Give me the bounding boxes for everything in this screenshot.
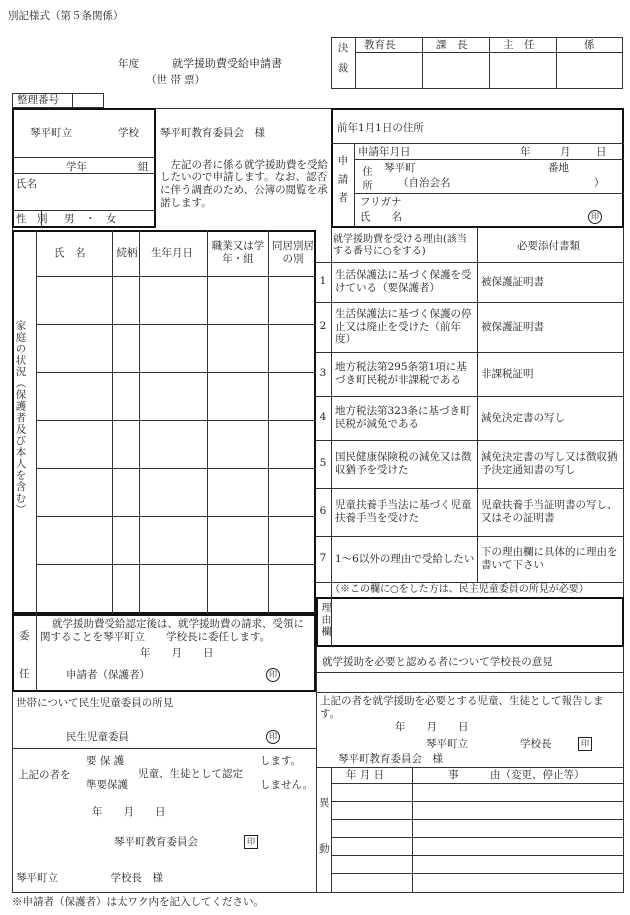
reason-doc: 減免決定書の写し (481, 411, 565, 424)
school-gakko: 学校 (118, 127, 139, 139)
approval-col-shunin: 主 任 (503, 39, 535, 51)
inin-label-2: 任 (19, 668, 30, 680)
reason-text: 生活保護法に基づく保護を受けている（要保護者） (335, 269, 472, 294)
approval-col-kacho: 課 長 (436, 39, 468, 51)
sex-label: 性 別 (16, 213, 48, 225)
footer-note: ※申請者（保護者）は太ワク内を記入してください。 (12, 896, 264, 908)
student-name-label: 氏名 (16, 178, 37, 190)
nintei-prefix: 上記の者を (18, 769, 71, 781)
jichikai-label: （自治会名 (398, 177, 451, 189)
family-col-name: 氏 名 (54, 247, 86, 259)
riyu-label: 理由欄 (319, 602, 330, 638)
reason-text: 国民健康保険税の減免又は徴収猶予を受けた (335, 451, 472, 476)
nintei-seal-icon: 印 (244, 835, 258, 849)
nintei-to: 琴平町立 学校長 様 (16, 872, 163, 884)
gakunen-label: 学年 (66, 161, 87, 173)
inin-seal-icon: 印 (266, 668, 280, 682)
reason-text: 1～6以外の理由で受給したい (335, 552, 475, 565)
date-day: 日 (596, 146, 607, 158)
principal-kouchou: 学校長 (520, 738, 552, 750)
reason-number[interactable]: 5 (319, 457, 327, 469)
date-label: 申請年月日 (358, 146, 411, 158)
riyu-box[interactable] (316, 597, 624, 647)
address-town: 琴平町 (384, 162, 416, 174)
inin-date: 年 月 日 (140, 647, 214, 659)
date-month: 月 (560, 146, 571, 158)
request-body: 左記の者に係る就学援助費を受給したいので申請します。なお、認否に伴う調査のため、公簿の閲覧を承諾します。 (160, 158, 328, 209)
date-year: 年 (520, 146, 531, 158)
reason-doc: 児童扶養手当証明書の写し、又はその証明書 (481, 499, 618, 524)
applicant-seal-icon: 印 (588, 210, 602, 224)
furigana-label: フリガナ (360, 196, 402, 208)
page-title: 就学援助費受給申請書 (172, 57, 282, 70)
title-year: 年度 (118, 58, 139, 70)
reason-doc: 減免決定書の写し又は徴収猶予決定通知書の写し (481, 451, 618, 476)
reason-text: 児童扶養手当法に基づく児童扶養手当を受けた (335, 499, 472, 524)
sex-options[interactable]: 男 ・ 女 (64, 213, 117, 225)
jichikai-close: ） (594, 177, 605, 189)
nintei-board: 琴平町教育委員会 (114, 836, 198, 848)
approval-label: 決裁 (336, 42, 349, 83)
principal-seal-icon: 印 (578, 737, 592, 751)
inin-label-1: 委 (19, 630, 30, 642)
minsei-seal-icon: 印 (266, 730, 280, 744)
reason-note: （※この欄に○をした方は、民主児童委員の所見が必要） (330, 584, 589, 595)
nintei-shimasu[interactable]: します。 (260, 755, 302, 767)
idou-label-1: 異 (319, 797, 330, 809)
applicant-name-label: 氏 名 (360, 211, 402, 223)
school-town: 琴平町立 (30, 127, 72, 139)
prev-address-label: 前年1月1日の住所 (337, 122, 424, 134)
kumi-label: 組 (138, 161, 149, 173)
nintei-date: 年 月 日 (92, 806, 166, 818)
addressee: 琴平町教育委員会 様 (160, 127, 265, 139)
idou-col-reason: 事 由（変更、停止等） (448, 769, 585, 781)
minsei-iin: 民生児童委員 (66, 731, 129, 743)
docs-header: 必要添付書類 (517, 240, 580, 252)
seiri-number-label: 整理番号 (17, 94, 59, 106)
reason-doc: 被保護証明書 (481, 320, 544, 333)
reason-number[interactable]: 3 (319, 367, 327, 379)
address-label: 住所 (360, 166, 371, 194)
reason-number[interactable]: 7 (319, 552, 327, 564)
idou-label-2: 動 (319, 843, 330, 855)
inin-text: 就学援助費受給認定後は、就学援助費の請求、受領に関することを琴平町立 学校長に委任します。 (40, 618, 304, 643)
nintei-yohogo[interactable]: 要 保 護 (86, 755, 125, 767)
principal-opinion-date: 年 月 日 (395, 721, 469, 733)
approval-col-kakari: 係 (584, 39, 595, 51)
family-col-job: 職業又は学年・組 (211, 240, 265, 265)
reason-text: 生活保護法に基づく保護の停止又は廃止を受けた（前年度） (335, 308, 472, 346)
reason-number[interactable]: 1 (319, 275, 327, 287)
reason-doc: 被保護証明書 (481, 275, 544, 288)
family-col-cohabit: 同居別居の別 (272, 240, 314, 265)
family-col-birth: 生年月日 (151, 247, 193, 259)
address-banchi: 番地 (548, 162, 569, 174)
reason-text: 地方税法第323条に基づき町民税が減免である (335, 405, 471, 430)
minsei-title: 世帯について民生児童委員の所見 (16, 697, 174, 709)
principal-opinion-title: 就学援助を必要と認める者について学校長の意見 (322, 656, 553, 668)
nintei-shimasen[interactable]: しません。 (260, 779, 314, 791)
reason-number[interactable]: 2 (319, 320, 327, 332)
reason-doc: 非課税証明 (481, 367, 534, 380)
principal-opinion-body: 上記の者を就学援助を必要とする児童、生徒として報告します。 (320, 695, 604, 720)
nintei-mid: 児童、生徒として認定 (138, 768, 243, 780)
family-col-relation: 続柄 (116, 246, 138, 259)
reason-header: 就学援助費を受ける理由(該当する番号に○をする) (333, 234, 467, 257)
idou-col-date: 年 月 日 (346, 769, 385, 781)
applicant-label: 申請者 (336, 155, 349, 211)
form-number: 別記様式（第５条関係） (8, 10, 124, 22)
family-side-label: 家庭の状況（保護者及び本人を含む） (14, 320, 27, 516)
reason-text: 地方税法第295条第1項に基づき町民税が非課税である (335, 361, 467, 386)
family-table (12, 230, 316, 614)
approval-col-kyoikucho: 教育長 (364, 39, 396, 51)
principal-addressee: 琴平町教育委員会 様 (338, 753, 443, 765)
principal-town: 琴平町立 (426, 738, 468, 750)
reason-doc: 下の理由欄に具体的に理由を書いて下さい (481, 546, 618, 571)
inin-applicant: 申請者（保護者） (66, 669, 150, 681)
page-subtitle: （世 帯 票） (146, 74, 206, 86)
reason-number[interactable]: 4 (319, 411, 327, 423)
reason-number[interactable]: 6 (319, 505, 327, 517)
nintei-junyohogo[interactable]: 準要保護 (86, 779, 128, 791)
